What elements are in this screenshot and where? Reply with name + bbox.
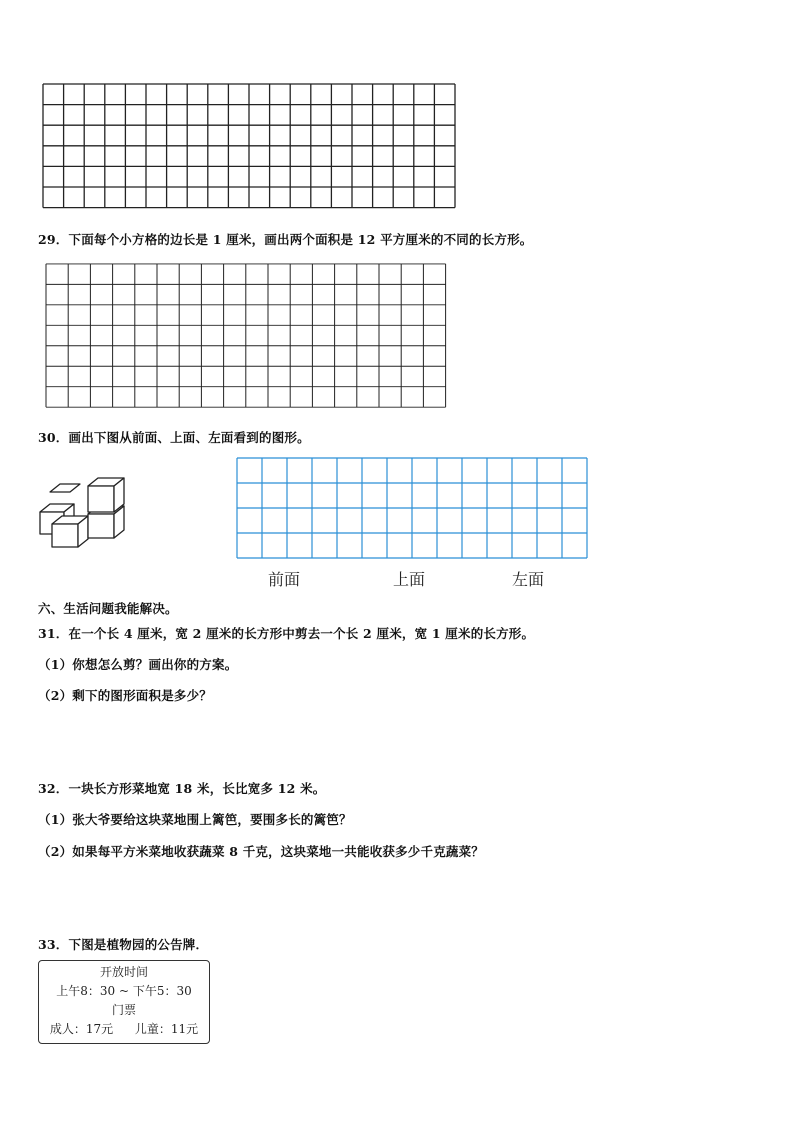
child-price: 儿童：11元: [134, 1022, 199, 1036]
notice-board-hours: 上午8：30 ~ 下午5：30: [56, 984, 192, 998]
question-31-part-1: （1）你想怎么剪？画出你的方案。: [38, 657, 238, 672]
view-label-front: 前面: [268, 570, 301, 589]
question-33: 33．下图是植物园的公告牌．: [38, 937, 209, 952]
view-label-left: 左面: [512, 570, 545, 589]
question-32: 32．一块长方形菜地宽 18 米，长比宽多 12 米。: [38, 781, 326, 796]
question-31: 31．在一个长 4 厘米，宽 2 厘米的长方形中剪去一个长 2 厘米，宽 1 厘米的长方形。: [38, 626, 535, 641]
stacked-cubes-figure: [36, 470, 132, 550]
question-32-part-2: （2）如果每平方米菜地收获蔬菜 8 千克，这块菜地一共能收获多少千克蔬菜？: [38, 844, 485, 859]
question-29: 29．下面每个小方格的边长是 1 厘米，画出两个面积是 12 平方厘米的不同的长方形。: [38, 232, 533, 247]
notice-board-ticket-title: 门票: [111, 1003, 136, 1017]
notice-board: [38, 960, 210, 1044]
view-label-top: 上面: [393, 570, 426, 589]
notice-board-prices: [39, 1020, 209, 1039]
question-31-part-2: （2）剩下的图形面积是多少？: [38, 688, 212, 703]
q29-answer-grid: [45, 263, 447, 409]
question-32-part-1: （1）张大爷要给这块菜地围上篱笆，要围多长的篱笆？: [38, 812, 352, 827]
top-answer-grid: [42, 83, 456, 215]
notice-board-title: 开放时间: [99, 965, 148, 979]
question-30: 30．画出下图从前面、上面、左面看到的图形。: [38, 430, 310, 445]
section-6-title: 六、生活问题我能解决。: [38, 601, 178, 616]
adult-price: 成人：17元: [49, 1022, 114, 1036]
q30-view-grid: [236, 457, 590, 560]
